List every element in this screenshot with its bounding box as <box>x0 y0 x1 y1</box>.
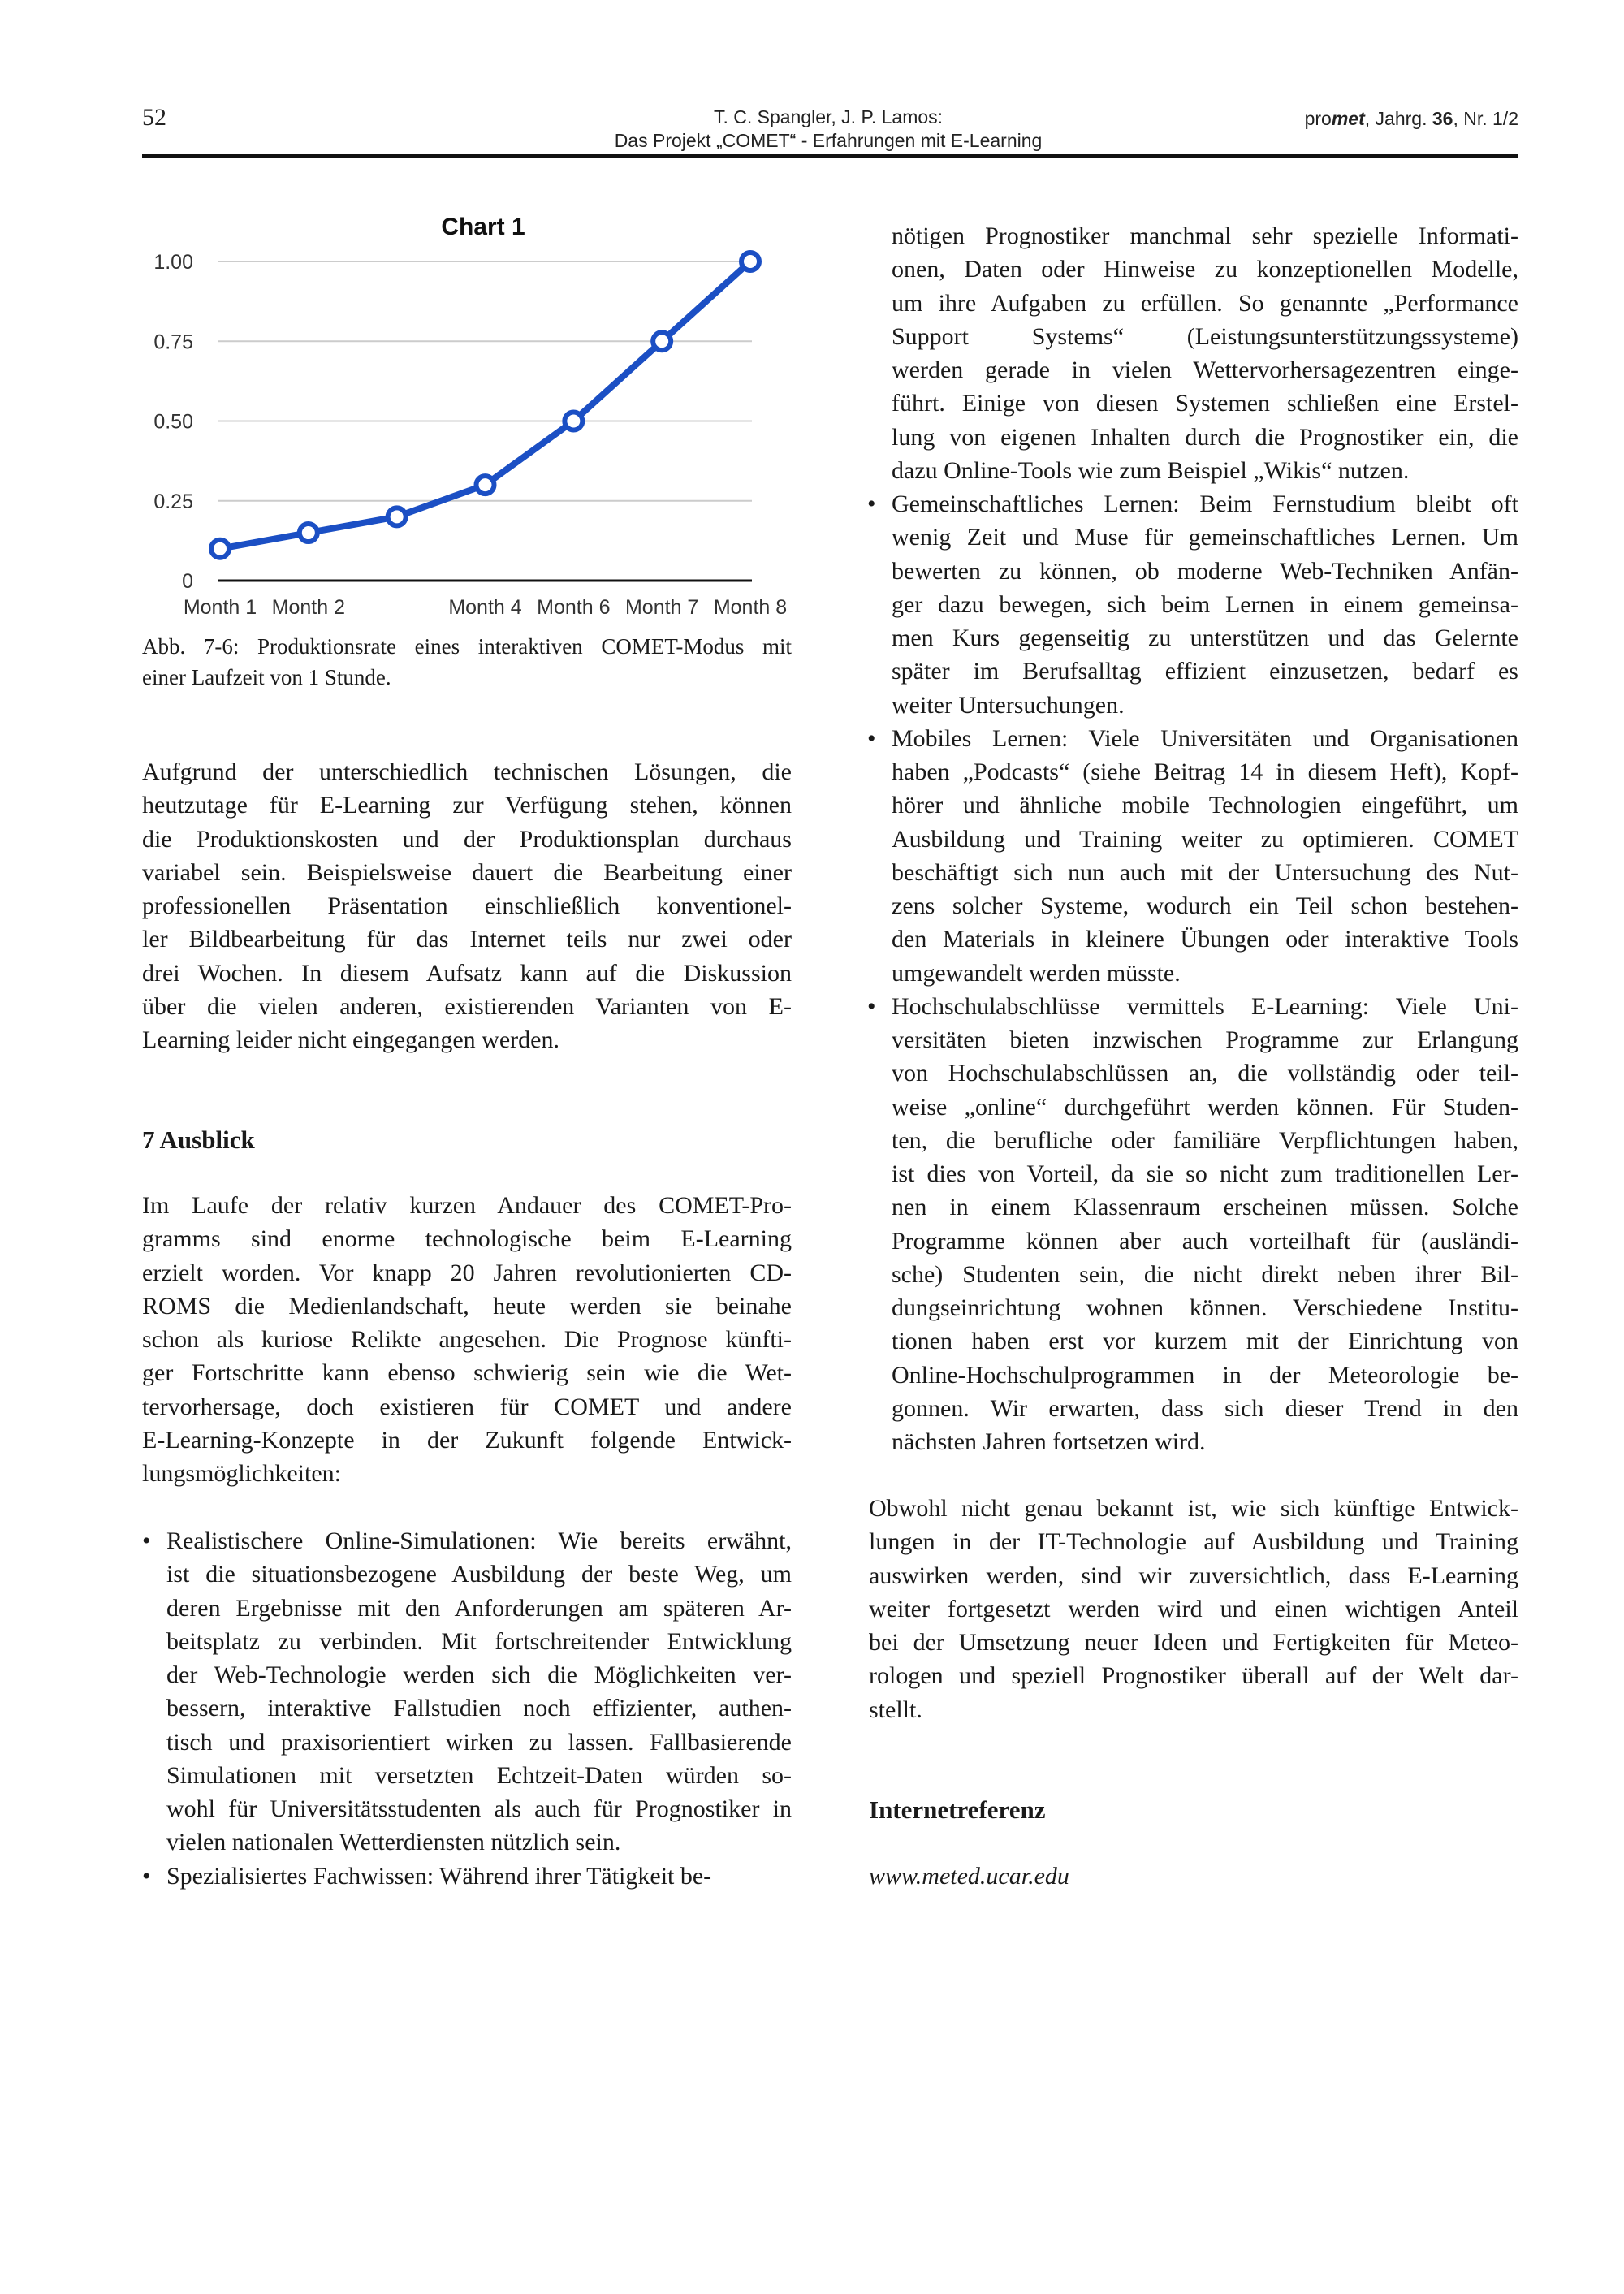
text-line: weise „online“ durchgeführt werden können. Für Studen- <box>892 1093 1518 1121</box>
text-line: der Web-Technologie werden sich die Möglichkeiten ver- <box>166 1661 792 1688</box>
text-line: Online-Hochschulprogrammen in der Meteorologie be- <box>892 1361 1518 1389</box>
text-line: Im Laufe der relativ kurzen Andauer des COMET-Pro- <box>142 1192 792 1219</box>
text-line: dungseinrichtung wohnen können. Verschiedene Institu- <box>892 1294 1518 1321</box>
text-line: über die vielen anderen, existierenden Varianten von E- <box>142 992 792 1020</box>
text-line: haben „Podcasts“ (siehe Beitrag 14 in diesem Heft), Kopf- <box>892 758 1518 785</box>
text-line: erzielt worden. Vor knapp 20 Jahren revolutionierten CD- <box>142 1259 792 1286</box>
journal-volume: 36 <box>1432 108 1453 129</box>
figure-caption <box>142 631 792 693</box>
text-line: variabel sein. Beispielsweise dauert die Bearbeitung einer <box>142 858 792 886</box>
x-tick-label: Month 2 <box>271 596 346 619</box>
data-point <box>388 508 406 525</box>
text-line: den Materials in kleinere Übungen oder interaktive Tools <box>892 926 1518 953</box>
text-line: Realistischere Online-Simulationen: Wie bereits erwähnt, <box>166 1527 792 1554</box>
text-line: um ihre Aufgaben zu erfüllen. So genannte „Performance <box>892 289 1518 317</box>
text-line: ler Bildbearbeitung für das Internet teils nur zwei oder <box>142 926 792 953</box>
data-point <box>741 253 759 270</box>
x-tick-label: Month 6 <box>537 596 611 619</box>
text-line: bewerten zu können, ob moderne Web-Techniken Anfän- <box>892 557 1518 585</box>
text-line: weiter Untersuchungen. <box>892 691 1125 719</box>
text-line: Abb. 7-6: Produktionsrate eines interaktiven COMET-Modus mit <box>142 634 792 659</box>
text-line: wenig Zeit und Muse für gemeinschaftliches Lernen. Um <box>892 524 1518 551</box>
text-line: lungsmöglichkeiten: <box>142 1460 341 1487</box>
text-line: bessern, interaktive Fallstudien noch effizienter, authen- <box>166 1695 792 1722</box>
text-line: heutzutage für E-Learning zur Verfügung stehen, können <box>142 792 792 819</box>
text-line: ger Fortschritte kann ebenso schwierig sein wie die Wet- <box>142 1359 792 1387</box>
journal-info <box>1305 108 1518 130</box>
chart-title: Chart 1 <box>441 214 525 240</box>
paragraph-conclusion <box>869 1492 1518 1726</box>
journal-year-label: , Jahrg. <box>1364 108 1432 129</box>
text-line: professionellen Präsentation einschließlich konventionel- <box>142 892 792 919</box>
running-title-article: Das Projekt „COMET“ - Erfahrungen mit E-Learning <box>614 130 1043 151</box>
journal-name-emphasis: met <box>1331 108 1365 129</box>
paragraph-outlook <box>142 1189 792 1490</box>
text-line: ist die situationsbezogene Ausbildung der beste Weg, um <box>166 1561 792 1588</box>
y-tick-label: 1.00 <box>153 251 193 274</box>
x-tick-label: Month 8 <box>713 596 788 619</box>
paragraph-continued <box>892 219 1518 487</box>
x-tick-label: Month 7 <box>624 596 699 619</box>
page-number: 52 <box>142 104 166 131</box>
text-line: E-Learning-Konzepte in der Zukunft folgende Entwick- <box>142 1426 792 1454</box>
text-line: sche) Studenten sein, die nicht direkt neben ihrer Bil- <box>892 1260 1518 1288</box>
text-line: Simulationen mit versetzten Echtzeit-Daten würden so- <box>166 1761 792 1789</box>
text-line: nächsten Jahren fortsetzen wird. <box>892 1428 1206 1455</box>
text-line: men Kurs gegenseitig zu unterstützen und das Gelernte <box>892 624 1518 651</box>
text-line: wohl für Universitätsstudenten als auch für Prognostiker in <box>166 1795 792 1822</box>
text-line: gramms sind enorme technologische beim E-Learning <box>142 1225 792 1253</box>
y-tick-label: 0.25 <box>153 490 193 513</box>
bullet-icon: • <box>142 1527 151 1554</box>
text-line: ROMS die Medienlandschaft, heute werden sie beinahe <box>142 1292 792 1320</box>
text-line: die Produktionskosten und der Produktionsplan durchaus <box>142 825 792 853</box>
x-tick-label: Month 1 <box>183 596 257 619</box>
bullet-icon: • <box>867 490 876 517</box>
reference-link[interactable]: www.meted.ucar.edu <box>869 1863 1069 1890</box>
y-tick-label: 0.75 <box>153 330 193 354</box>
references-heading: Internetreferenz <box>869 1795 1046 1824</box>
text-line: drei Wochen. In diesem Aufsatz kann auf die Diskussion <box>142 959 792 987</box>
text-line: einer Laufzeit von 1 Stunde. <box>142 665 391 689</box>
text-line: bei der Umsetzung neuer Ideen und Fertigkeiten für Meteo- <box>869 1629 1518 1656</box>
text-line: Gemeinschaftliches Lernen: Beim Fernstudium bleibt oft <box>892 490 1518 517</box>
text-line: führt. Einige von diesen Systemen schließen eine Erstel- <box>892 390 1518 417</box>
bullet-item <box>867 487 1518 722</box>
text-line: tisch und praxisorientiert wirken zu lassen. Fallbasierende <box>166 1728 792 1756</box>
text-line: Programme können aber auch vorteilhaft für (ausländi- <box>892 1227 1518 1255</box>
data-point <box>477 476 495 494</box>
bullet-icon: • <box>867 724 876 752</box>
text-line: tervorhersage, doch existieren für COMET und andere <box>142 1393 792 1420</box>
text-line: Hochschulabschlüsse vermittels E-Learning: Viele Uni- <box>892 992 1518 1020</box>
text-line: beitsplatz zu verbinden. Mit fortschreitender Entwicklung <box>166 1627 792 1655</box>
data-point <box>211 540 229 558</box>
text-line: vielen nationalen Wetterdiensten nützlich sein. <box>166 1829 621 1856</box>
text-line: lung von eigenen Inhalten durch die Prognostiker ein, die <box>892 423 1518 451</box>
text-line: nen in einem Klassenraum erscheinen müssen. Solche <box>892 1194 1518 1221</box>
text-line: ger dazu bewegen, sich beim Lernen in einem gemeinsa- <box>892 590 1518 618</box>
text-line: werden gerade in vielen Wettervorhersagezentren einge- <box>892 356 1518 383</box>
text-line: onen, Daten oder Hinweise zu konzeptionellen Modelle, <box>892 256 1518 283</box>
text-line: auswirken werden, sind wir zuversichtlich, dass E-Learning <box>869 1562 1518 1589</box>
text-line: zens solcher Systeme, wodurch ein Teil schon bestehen- <box>892 892 1518 919</box>
text-line: Spezialisiertes Fachwissen: Während ihrer Tätigkeit be- <box>166 1862 712 1890</box>
journal-issue: , Nr. 1/2 <box>1453 108 1518 129</box>
bullet-icon: • <box>867 992 876 1020</box>
series-line <box>220 261 750 549</box>
x-tick-label: Month 4 <box>448 596 522 619</box>
text-line: ten, die berufliche oder familiäre Verpflichtungen haben, <box>892 1126 1518 1154</box>
text-line: Mobiles Lernen: Viele Universitäten und Organisationen <box>892 724 1518 752</box>
bullet-list-left <box>142 1524 792 1893</box>
journal-name-prefix: pro <box>1304 108 1332 129</box>
text-line: Aufgrund der unterschiedlich technischen Lösungen, die <box>142 758 792 785</box>
text-line: lungen in der IT-Technologie auf Ausbildung und Training <box>869 1528 1518 1556</box>
y-tick-label: 0 <box>182 570 193 593</box>
running-title-authors: T. C. Spangler, J. P. Lamos: <box>713 106 944 127</box>
bullet-item <box>142 1524 792 1860</box>
text-line: tionen haben erst vor kurzem mit der Einrichtung von <box>892 1328 1518 1355</box>
bullet-item <box>867 722 1518 990</box>
text-line: dazu Online-Tools wie zum Beispiel „Wikis“ nutzen. <box>892 456 1410 484</box>
data-point <box>653 332 671 350</box>
bullet-icon: • <box>142 1862 151 1890</box>
text-line: später im Berufsalltag effizient einzusetzen, bedarf es <box>892 658 1518 685</box>
text-line: weiter fortgesetzt werden wird und einen wichtigen Anteil <box>869 1595 1518 1622</box>
text-line: ist dies von Vorteil, da sie so nicht zum traditionellen Ler- <box>892 1160 1518 1187</box>
text-line: Learning leider nicht eingegangen werden. <box>142 1026 559 1053</box>
text-line: schon als kuriose Relikte angesehen. Die Prognose künfti- <box>142 1326 792 1353</box>
data-point <box>564 413 582 430</box>
text-line: rologen und speziell Prognostiker überall auf der Welt dar- <box>869 1662 1518 1690</box>
y-tick-label: 0.50 <box>153 410 193 434</box>
text-line: Support Systems“ (Leistungsunterstützungssysteme) <box>892 322 1518 350</box>
section-heading: 7 Ausblick <box>142 1125 255 1154</box>
text-line: Ausbildung und Training weiter zu optimieren. COMET <box>892 825 1518 853</box>
text-line: deren Ergebnisse mit den Anforderungen am späteren Ar- <box>166 1594 792 1622</box>
text-line: stellt. <box>869 1696 922 1723</box>
text-line: von Hochschulabschlüssen an, die vollständig oder teil- <box>892 1060 1518 1087</box>
bullet-list-right <box>867 487 1518 1458</box>
text-line: Obwohl nicht genau bekannt ist, wie sich künftige Entwick- <box>869 1495 1518 1522</box>
bullet-item <box>142 1860 792 1893</box>
text-line: umgewandelt werden müsste. <box>892 959 1181 987</box>
paragraph-production <box>142 755 792 1056</box>
text-line: gonnen. Wir erwarten, dass sich dieser Trend in den <box>892 1394 1518 1422</box>
bullet-item <box>867 990 1518 1459</box>
text-line: nötigen Prognostiker manchmal sehr spezielle Informati- <box>892 222 1518 249</box>
line-chart <box>0 0 812 633</box>
text-line: hörer und ähnliche mobile Technologien eingeführt, um <box>892 792 1518 819</box>
text-line: versitäten bieten inzwischen Programme zur Erlangung <box>892 1026 1518 1053</box>
data-point <box>300 524 317 542</box>
text-line: beschäftigt sich nun auch mit der Untersuchung des Nut- <box>892 858 1518 886</box>
